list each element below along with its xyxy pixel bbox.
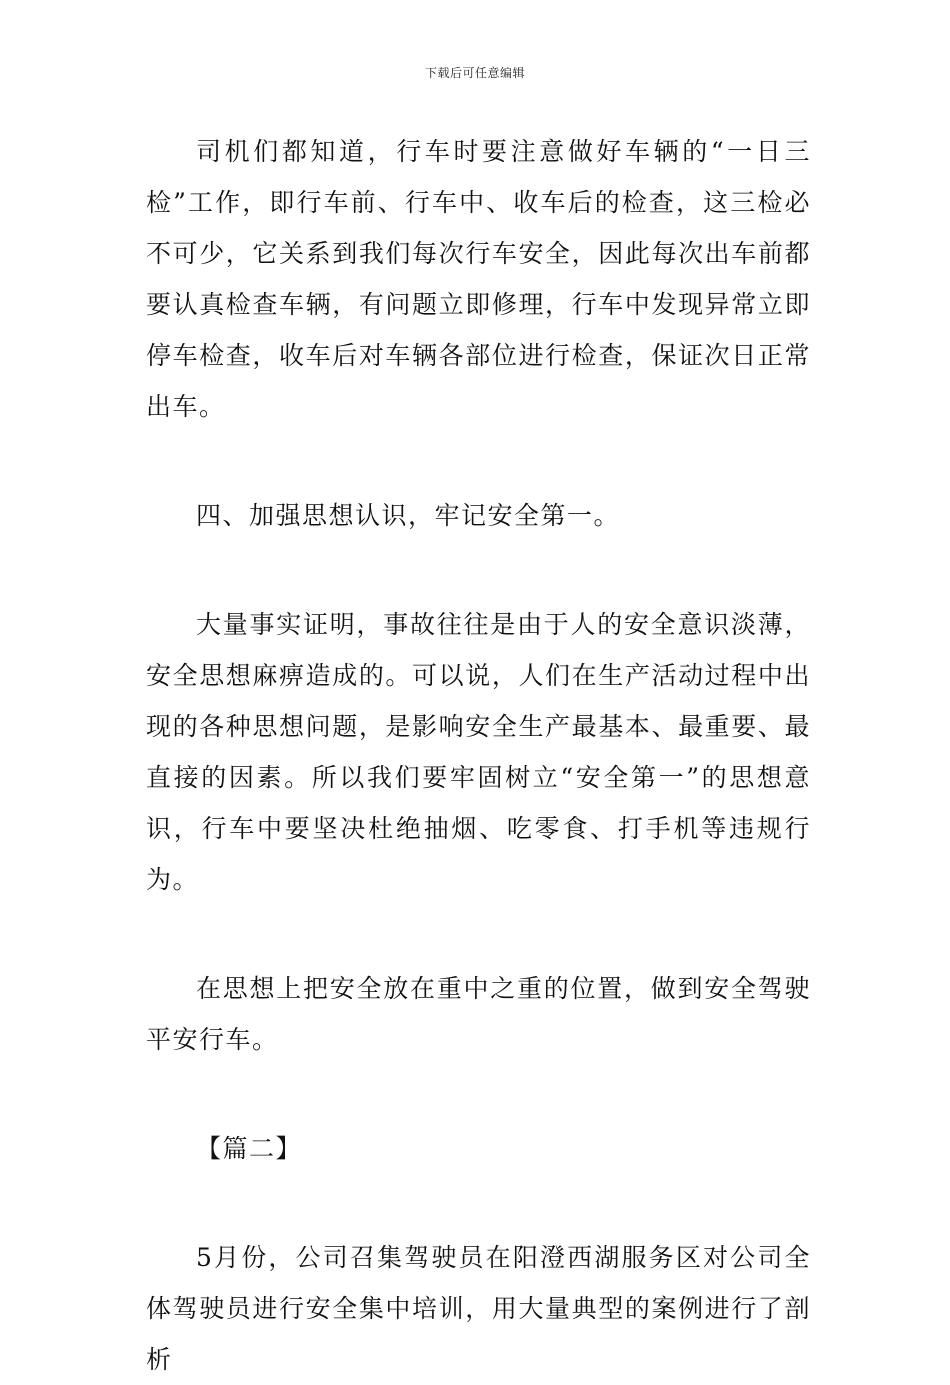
section-heading-four: 四、加强思想认识，牢记安全第一。 bbox=[196, 501, 621, 530]
paragraph-gap bbox=[146, 1065, 811, 1123]
paragraph-may-training: 5月份，公司召集驾驶员在阳澄西湖服务区对公司全体驾驶员进行安全集中培训，用大量典型的案例进行了剖析 bbox=[146, 1243, 811, 1374]
paragraph-vehicle-checks: 司机们都知道，行车时要注意做好车辆的“一日三检”工作，即行车前、行车中、收车后的检查，这三检必不可少，它关系到我们每次行车安全，因此每次出车前都要认真检查车辆，有问题立即修理，行车中发现异常立即停车检查，收车后对车辆各部位进行检查，保证次日正常出车。 bbox=[146, 137, 811, 421]
paragraph-gap bbox=[146, 905, 811, 963]
paragraph-gap bbox=[146, 1174, 811, 1232]
paragraph-safe-driving: 在思想上把安全放在重中之重的位置，做到安全驾驶平安行车。 bbox=[146, 974, 811, 1054]
paragraph-gap bbox=[146, 432, 811, 490]
paragraph-safety-awareness: 大量事实证明，事故往往是由于人的安全意识淡薄，安全思想麻痹造成的。可以说，人们在生产活动过程中出现的各种思想问题，是影响安全生产最基本、最重要、最直接的因素。所以我们要牢固树立“安全第一”的思想意识，行车中要坚决杜绝抽烟、吃零食、打手机等违规行为。 bbox=[146, 610, 811, 894]
document-body bbox=[146, 126, 811, 1385]
paragraph-gap bbox=[146, 541, 811, 599]
section-title-part-two: 【篇二】 bbox=[196, 1134, 303, 1163]
page-header-note: 下载后可任意编辑 bbox=[424, 66, 525, 80]
